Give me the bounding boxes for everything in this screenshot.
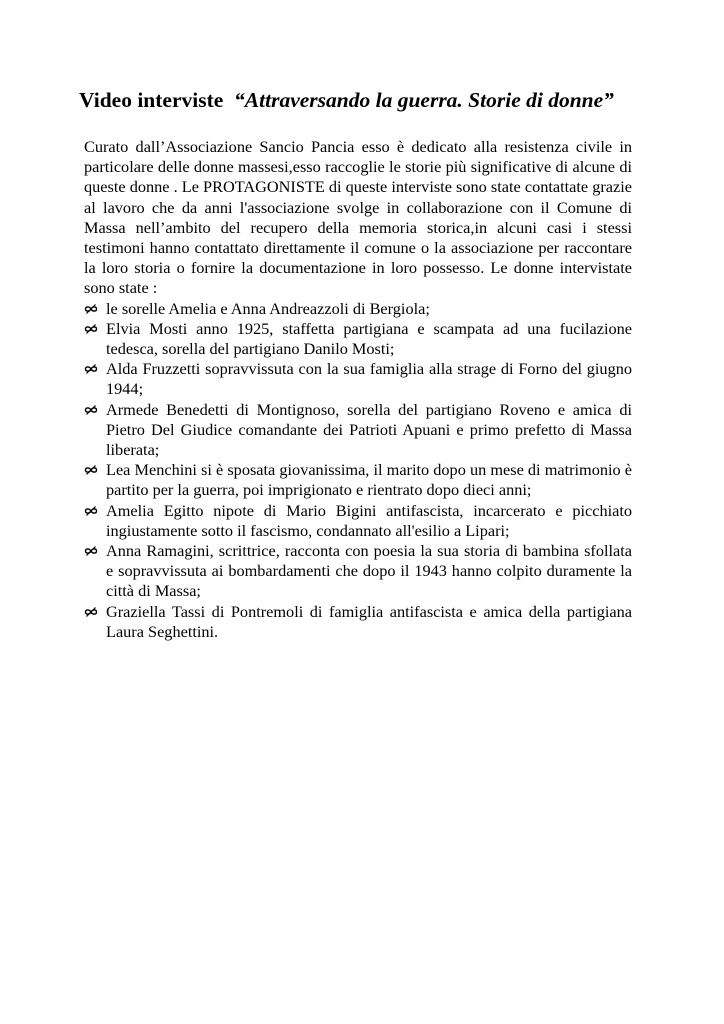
list-item	[84, 501, 632, 541]
list-item-text: le sorelle Amelia e Anna Andreazzoli di Bergiola;	[106, 298, 430, 318]
page-title	[79, 86, 679, 114]
document-body	[84, 137, 632, 642]
list-item	[84, 400, 632, 461]
intro-paragraph: Curato dall’Associazione Sancio Pancia esso è dedicato alla resistenza civile in particolare delle donne massesi,esso raccoglie le storie più significative di alcune di queste donne . Le PROTAGONISTE di queste interviste sono state contattate grazie al lavoro che da anni l'associazione svolge in collaborazione con il Comune di Massa nell’ambito del recupero della memoria storica,in alcuni casi i stessi testimoni hanno contattato direttamente il comune o la associazione per raccontare la loro storia o fornire la documentazione in loro possesso. Le donne intervistate sono state :	[84, 137, 632, 298]
list-item	[84, 541, 632, 602]
infinity-bullet-icon	[84, 302, 98, 316]
list-item-text: Lea Menchini si è sposata giovanissima, il marito dopo un mese di matrimonio è partito per la guerra, poi imprigionato e rientrato dopo dieci anni;	[106, 460, 632, 500]
infinity-bullet-icon	[84, 403, 98, 417]
list-item-text: Armede Benedetti di Montignoso, sorella del partigiano Roveno e amica di Pietro Del Giudice comandante dei Patrioti Apuani e primo prefetto di Massa liberata;	[106, 399, 632, 460]
list-item-text: Anna Ramagini, scrittrice, racconta con poesia la sua storia di bambina sfollata e sopravvissuta ai bombardamenti che dopo il 1943 hanno colpito duramente la città di Massa;	[106, 541, 632, 601]
list-item	[84, 359, 632, 399]
infinity-bullet-icon	[84, 362, 98, 376]
list-item-text: Graziella Tassi di Pontremoli di famiglia antifascista e amica della partigiana Laura Seghettini.	[106, 601, 632, 641]
list-item	[84, 460, 632, 500]
title-main: Video interviste	[79, 88, 224, 112]
infinity-bullet-icon	[84, 544, 98, 558]
list-item	[84, 299, 632, 319]
infinity-bullet-icon	[84, 322, 98, 336]
infinity-bullet-icon	[84, 463, 98, 477]
infinity-bullet-icon	[84, 504, 98, 518]
list-item	[84, 602, 632, 642]
infinity-bullet-icon	[84, 605, 98, 619]
list-item-text: Amelia Egitto nipote di Mario Bigini antifascista, incarcerato e picchiato ingiustamente sotto il fascismo, condannato all'esilio a Lipari;	[106, 500, 632, 540]
list-item-text: Alda Fruzzetti sopravvissuta con la sua famiglia alla strage di Forno del giugno 1944;	[106, 359, 632, 399]
list-item-text: Elvia Mosti anno 1925, staffetta partigiana e scampata ad una fucilazione tedesca, sorella del partigiano Danilo Mosti;	[106, 318, 632, 359]
interviewee-list	[84, 299, 632, 642]
list-item	[84, 319, 632, 359]
title-subtitle: “Attraversando la guerra. Storie di donne”	[234, 88, 614, 112]
